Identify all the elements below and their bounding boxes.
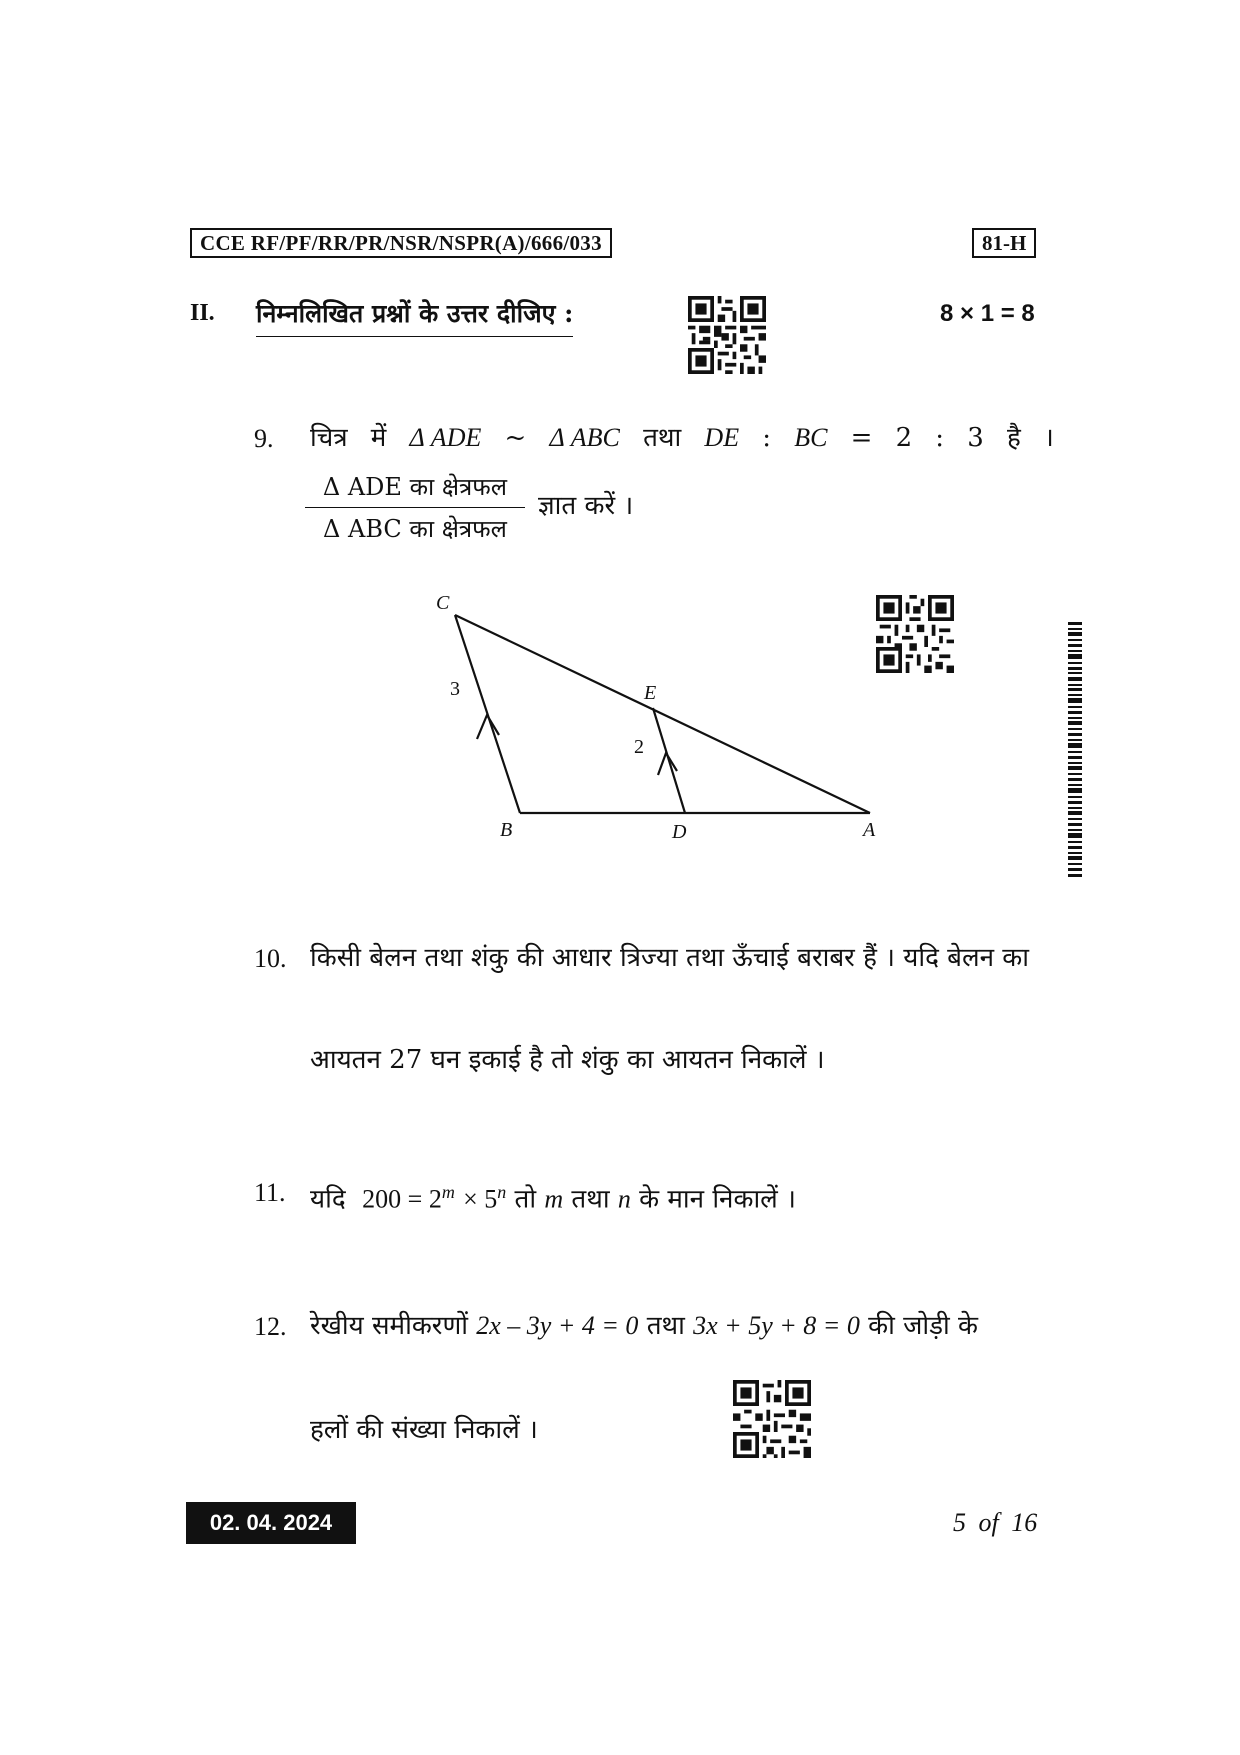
q10-number: 10. [254,944,287,973]
q9-colon: : [762,423,772,453]
section-number: II. [190,300,215,326]
side-ed [653,708,685,813]
q11-var-n: n [617,1184,631,1214]
label-c: C [436,592,450,614]
exam-code: CCE RF/PF/RR/PR/NSR/NSPR(A)/666/033 [190,228,612,258]
q12-equation-2: 3x + 5y + 8 = 0 [693,1311,860,1340]
q11-line [310,1174,796,1218]
q9-equals: = [850,423,873,453]
q12-number: 12. [254,1312,287,1341]
parallel-arrow-cb [477,715,499,739]
q9-ratio-value: 3 [967,423,984,453]
q9-triangle-ade: Δ ADE [409,423,482,452]
q9-find-text: ज्ञात करें । [538,491,634,521]
label-e: E [644,682,657,704]
qr-code-icon [876,595,954,673]
qr-code-icon [688,296,766,374]
side-ca [455,615,870,813]
q9-word: है [1006,423,1021,453]
page-number: 5 of 16 [953,1508,1038,1537]
q9-side-de: DE [704,423,740,452]
paper-code: 81-H [972,228,1036,258]
qr-code-icon [733,1380,811,1458]
length-ed: 2 [634,736,644,758]
length-cb: 3 [450,678,460,700]
section-marks: 8 × 1 = 8 [940,300,1035,327]
q9-word: में [370,423,387,453]
q9-number: 9. [254,424,274,453]
label-b: B [500,819,513,841]
q11-tatha: तथा [571,1184,610,1215]
q11-exp-m: m [441,1182,455,1202]
q12-post: की जोड़ी के [868,1311,978,1341]
q11-exp-n: n [497,1182,507,1202]
exam-date: 02. 04. 2024 [186,1502,356,1544]
q9-fraction [305,470,525,545]
q9-line1 [310,420,1054,456]
label-a: A [863,819,876,841]
q10-line1: किसी बेलन तथा शंकु की आधार त्रिज्या तथा ऊँचाई बराबर हैं । यदि बेलन का [310,943,1030,973]
q11-times: × 5 [463,1184,498,1214]
section-title: निम्नलिखित प्रश्नों के उत्तर दीजिए : [256,296,573,337]
q11-var-m: m [544,1184,564,1214]
q10-line2: आयतन 27 घन इकाई है तो शंकु का आयतन निकालें । [310,1045,825,1075]
fraction-denominator: Δ ABC का क्षेत्रफल [323,515,507,543]
q9-side-bc: BC [794,423,828,452]
q9-word: तथा [643,423,682,453]
q11-rest: के मान निकालें । [639,1184,796,1215]
triangle-figure [420,585,900,855]
q12-equation-1: 2x – 3y + 4 = 0 [476,1311,639,1340]
q12-line1 [310,1308,978,1344]
q9-word: चित्र [310,423,348,453]
q12-pre: रेखीय समीकरणों [310,1311,468,1341]
q11-number: 11. [254,1178,286,1207]
q12-tatha: तथा [646,1311,685,1341]
q11-eq-lhs: 200 = 2 [362,1184,442,1214]
q11-to: तो [514,1184,537,1215]
q9-triangle-abc: Δ ABC [549,423,620,452]
barcode-icon [1068,622,1082,877]
q9-ratio-value: 2 [895,423,913,453]
q12-line2: हलों की संख्या निकालें । [310,1415,538,1445]
q9-colon: : [935,423,945,453]
q9-similar-sign: ~ [504,423,527,453]
fraction-numerator: Δ ADE का क्षेत्रफल [305,470,525,508]
q11-yadi: यदि [310,1184,346,1215]
label-d: D [672,821,687,843]
q9-end: । [1043,423,1054,453]
parallel-arrow-ed [658,753,677,775]
